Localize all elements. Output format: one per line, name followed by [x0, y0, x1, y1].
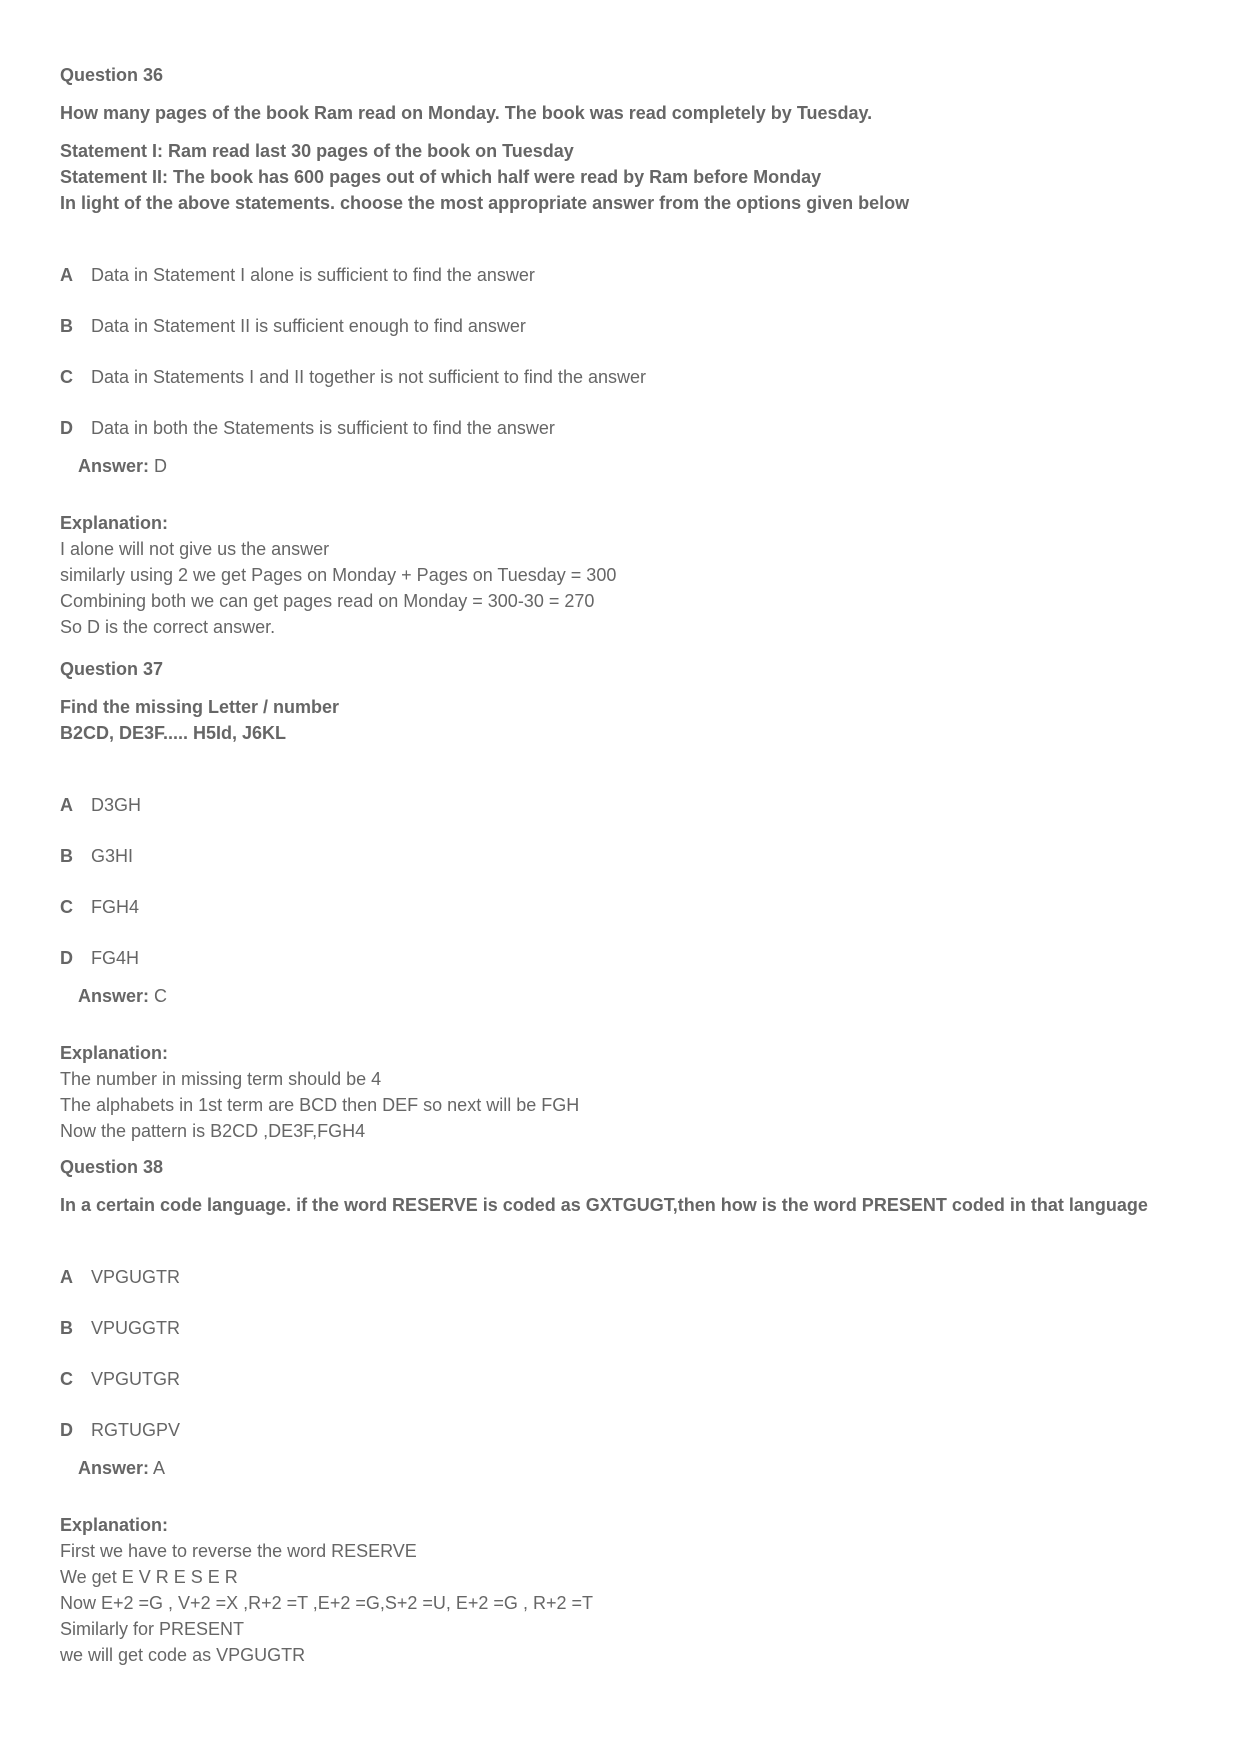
option-letter: A — [60, 795, 73, 815]
option-text: FGH4 — [91, 897, 140, 917]
option-text: VPGUTGR — [91, 1369, 181, 1389]
option-c[interactable] — [60, 894, 1180, 920]
answer — [78, 453, 1180, 479]
option-text: Data in Statements I and II together is not sufficient to find the answer — [91, 367, 646, 387]
option-a[interactable] — [60, 1264, 1180, 1290]
question-text-line: In a certain code language. if the word RESERVE is coded as GXTGUGT,then how is the word PRESENT coded in that language — [60, 1195, 1148, 1215]
question-text-line: How many pages of the book Ram read on Monday. The book was read completely by Tuesday. — [60, 103, 873, 123]
question-statements — [60, 138, 1180, 216]
option-letter: C — [60, 367, 73, 387]
options-list — [60, 1264, 1180, 1443]
option-c[interactable] — [60, 1366, 1180, 1392]
option-text: Data in Statement II is sufficient enough to find answer — [91, 316, 526, 336]
explanation — [60, 510, 1180, 640]
option-text: FG4H — [91, 948, 140, 968]
explanation — [60, 1040, 1180, 1144]
question-37 — [60, 656, 1180, 1144]
option-text: D3GH — [91, 795, 142, 815]
question-38 — [60, 1154, 1180, 1668]
option-b[interactable] — [60, 1315, 1180, 1341]
explanation-line: Now E+2 =G , V+2 =X ,R+2 =T ,E+2 =G,S+2 =U, E+2 =G , R+2 =T — [60, 1593, 593, 1613]
question-text — [60, 100, 1180, 126]
options-list — [60, 792, 1180, 971]
option-letter: B — [60, 316, 73, 336]
statement-line: Statement II: The book has 600 pages out of which half were read by Ram before Monday — [60, 167, 822, 187]
explanation-line: Combining both we can get pages read on Monday = 300-30 = 270 — [60, 591, 595, 611]
answer-value: D — [154, 456, 168, 476]
question-text-line: B2CD, DE3F..... H5Id, J6KL — [60, 723, 287, 743]
explanation-line: similarly using 2 we get Pages on Monday + Pages on Tuesday = 300 — [60, 565, 617, 585]
option-letter: B — [60, 1318, 73, 1338]
option-text: RGTUGPV — [91, 1420, 181, 1440]
statement-line: In light of the above statements. choose the most appropriate answer from the options given below — [60, 193, 910, 213]
option-b[interactable] — [60, 843, 1180, 869]
answer — [78, 1455, 1180, 1481]
question-title: Question 36 — [60, 65, 164, 85]
options-list — [60, 262, 1180, 441]
answer-value: C — [154, 986, 168, 1006]
option-letter: C — [60, 897, 73, 917]
explanation-line: I alone will not give us the answer — [60, 539, 330, 559]
option-d[interactable] — [60, 1417, 1180, 1443]
explanation-line: We get E V R E S E R — [60, 1567, 238, 1587]
answer-label: Answer: — [78, 456, 150, 476]
question-text — [60, 694, 1180, 746]
option-text: Data in both the Statements is sufficient to find the answer — [91, 418, 555, 438]
option-letter: B — [60, 846, 73, 866]
explanation-title: Explanation: — [60, 1043, 169, 1063]
explanation-line: So D is the correct answer. — [60, 617, 276, 637]
question-title: Question 37 — [60, 659, 164, 679]
answer — [78, 983, 1180, 1009]
option-letter: A — [60, 1267, 73, 1287]
option-letter: D — [60, 1420, 73, 1440]
question-text — [60, 1192, 1180, 1218]
explanation-line: we will get code as VPGUGTR — [60, 1645, 306, 1665]
explanation-line: Similarly for PRESENT — [60, 1619, 245, 1639]
explanation-line: First we have to reverse the word RESERVE — [60, 1541, 417, 1561]
question-text-line: Find the missing Letter / number — [60, 697, 340, 717]
explanation-line: The number in missing term should be 4 — [60, 1069, 382, 1089]
explanation — [60, 1512, 1180, 1668]
statement-line: Statement I: Ram read last 30 pages of the book on Tuesday — [60, 141, 574, 161]
option-b[interactable] — [60, 313, 1180, 339]
option-letter: D — [60, 948, 73, 968]
option-c[interactable] — [60, 364, 1180, 390]
option-text: Data in Statement I alone is sufficient to find the answer — [91, 265, 535, 285]
option-a[interactable] — [60, 262, 1180, 288]
answer-value: A — [153, 1458, 166, 1478]
answer-label: Answer: — [78, 986, 150, 1006]
question-title: Question 38 — [60, 1157, 164, 1177]
option-letter: C — [60, 1369, 73, 1389]
explanation-line: The alphabets in 1st term are BCD then DEF so next will be FGH — [60, 1095, 580, 1115]
option-text: G3HI — [91, 846, 134, 866]
option-d[interactable] — [60, 945, 1180, 971]
explanation-title: Explanation: — [60, 1515, 169, 1535]
option-letter: A — [60, 265, 73, 285]
option-text: VPGUGTR — [91, 1267, 181, 1287]
explanation-line: Now the pattern is B2CD ,DE3F,FGH4 — [60, 1121, 366, 1141]
option-letter: D — [60, 418, 73, 438]
option-d[interactable] — [60, 415, 1180, 441]
question-36 — [60, 62, 1180, 640]
explanation-title: Explanation: — [60, 513, 169, 533]
answer-label: Answer: — [78, 1458, 150, 1478]
option-text: VPUGGTR — [91, 1318, 181, 1338]
option-a[interactable] — [60, 792, 1180, 818]
